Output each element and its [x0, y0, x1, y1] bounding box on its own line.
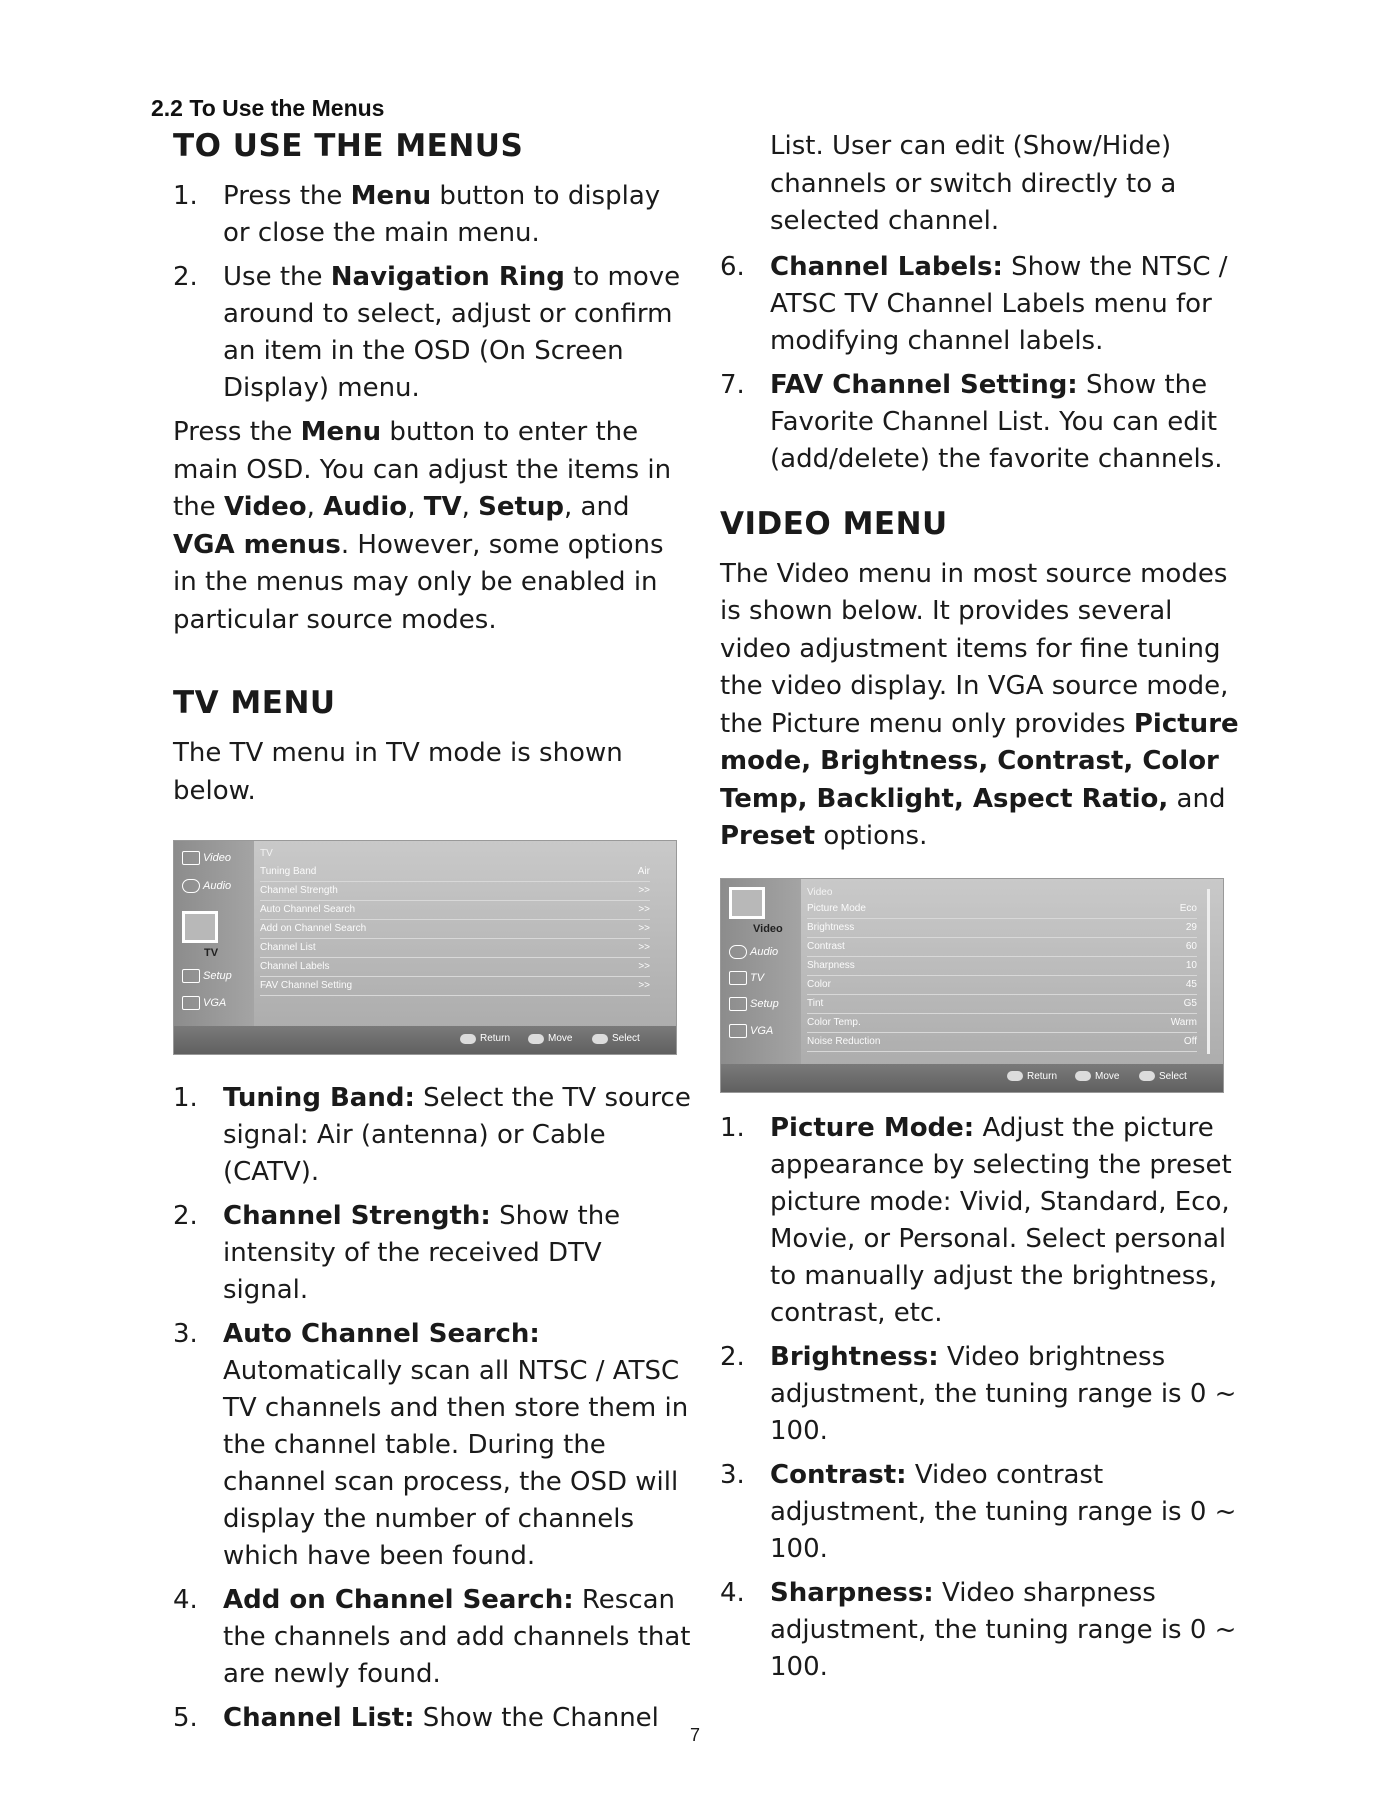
- video-icon: [729, 887, 765, 919]
- setup-icon: [182, 969, 200, 983]
- return-icon: [460, 1034, 476, 1044]
- tv-icon: [182, 911, 218, 943]
- osd-row: Noise Reduction Off: [807, 1034, 1197, 1052]
- list-item: 4. Add on Channel Search: Rescan the channels and add channels that are newly found.: [173, 1585, 691, 1689]
- select-icon: [592, 1034, 608, 1044]
- osd-sidebar: Video Audio TV Setup VGA: [721, 879, 801, 1064]
- osd-row: Sharpness 10: [807, 958, 1197, 976]
- list-item: 6. Channel Labels: Show the NTSC / ATSC TV Channel Labels menu for modifying channel labels.: [720, 251, 1228, 356]
- osd-row: Color 45: [807, 977, 1197, 995]
- osd-row: FAV Channel Setting >>: [260, 978, 650, 996]
- vga-icon: [729, 1024, 747, 1038]
- tv-items-list: [173, 1080, 693, 1737]
- list-item: 3. Auto Channel Search: Automatically scan all NTSC / ATSC TV channels and then store them in the channel table. During the channel scan process, the OSD will display the number of channels which have been found.: [173, 1319, 689, 1571]
- video-osd-screenshot: [720, 878, 1224, 1093]
- select-icon: [1139, 1071, 1155, 1081]
- vga-icon: [182, 996, 200, 1010]
- list-item: 1. Tuning Band: Select the TV source signal: Air (antenna) or Cable (CATV).: [173, 1083, 691, 1187]
- use-menus-title: TO USE THE MENUS: [173, 128, 524, 164]
- osd-hint-bar: Return Move Select: [174, 1026, 676, 1054]
- osd-sidebar: Video Audio TV Setup VGA: [174, 841, 254, 1026]
- osd-panel-title: TV: [260, 848, 273, 859]
- osd-row: Channel List >>: [260, 940, 650, 958]
- setup-icon: [729, 997, 747, 1011]
- list-item: 4. Sharpness: Video sharpness adjustment, the tuning range is 0 ~ 100.: [720, 1577, 1237, 1682]
- section-header: 2.2 To Use the Menus: [151, 95, 385, 121]
- list-item: 7. FAV Channel Setting: Show the Favorite Channel List. You can edit (add/delete) the favorite channels.: [720, 369, 1223, 474]
- tv-icon: [729, 971, 747, 985]
- osd-scrollbar: [1207, 889, 1210, 1054]
- right-column: [720, 128, 1240, 1693]
- left-column: [173, 128, 693, 1744]
- osd-row: Add on Channel Search >>: [260, 921, 650, 939]
- osd-row: Channel Labels >>: [260, 959, 650, 977]
- menu-steps-list: [173, 178, 693, 407]
- channel-list-continuation: List. User can edit (Show/Hide) channels or switch directly to a selected channel.: [770, 131, 1177, 236]
- video-icon: [182, 851, 200, 865]
- osd-hint-bar: Return Move Select: [721, 1064, 1223, 1092]
- list-item: 1. Picture Mode: Adjust the picture appearance by selecting the preset picture mode: Vivid, Standard, Eco, Movie, or Personal. Select personal to manually adjust the brightness, contrast, etc.: [720, 1112, 1232, 1328]
- video-items-list: [720, 1110, 1240, 1686]
- osd-row: Color Temp. Warm: [807, 1015, 1197, 1033]
- list-item: 1. Press the Menu button to display or close the main menu.: [173, 181, 661, 248]
- osd-row: Picture Mode Eco: [807, 901, 1197, 919]
- list-item: 2. Channel Strength: Show the intensity of the received DTV signal.: [173, 1201, 621, 1305]
- osd-panel-title: Video: [807, 886, 833, 898]
- tv-osd-screenshot: [173, 840, 677, 1055]
- osd-row: Auto Channel Search >>: [260, 902, 650, 920]
- osd-row: Channel Strength >>: [260, 883, 650, 901]
- list-item: 5. Channel List: Show the Channel: [173, 1703, 659, 1733]
- page-number: 7: [690, 1725, 701, 1745]
- list-item: 2. Use the Navigation Ring to move around to select, adjust or confirm an item in the OSD (On Screen Display) menu.: [173, 262, 681, 403]
- tv-menu-title: TV MENU: [173, 685, 336, 721]
- move-icon: [528, 1034, 544, 1044]
- osd-row: Contrast 60: [807, 939, 1197, 957]
- return-icon: [1007, 1071, 1023, 1081]
- tv-items-list-continued: [720, 249, 1240, 478]
- list-item: 3. Contrast: Video contrast adjustment, the tuning range is 0 ~ 100.: [720, 1459, 1237, 1564]
- osd-row: Brightness 29: [807, 920, 1197, 938]
- video-menu-title: VIDEO MENU: [720, 505, 948, 542]
- audio-icon: [182, 879, 200, 893]
- move-icon: [1075, 1071, 1091, 1081]
- osd-row: Tint G5: [807, 996, 1197, 1014]
- list-item: 2. Brightness: Video brightness adjustment, the tuning range is 0 ~ 100.: [720, 1341, 1237, 1446]
- audio-icon: [729, 945, 747, 959]
- tv-menu-intro: The TV menu in TV mode is shown below.: [173, 738, 623, 806]
- osd-intro-paragraph: Press the Menu button to enter the main OSD. You can adjust the items in the Video, Audio, TV, Setup, and VGA menus. However, some options in the menus may only be enabled in particular source modes.: [173, 417, 672, 635]
- video-menu-intro: The Video menu in most source modes is shown below. It provides several video adjustment items for fine tuning the video display. In VGA source mode, the Picture menu only provides Picture mode, Brightness, Contrast, Color Temp, Backlight, Aspect Ratio, and Preset options.: [720, 558, 1239, 851]
- osd-row: Tuning Band Air: [260, 864, 650, 882]
